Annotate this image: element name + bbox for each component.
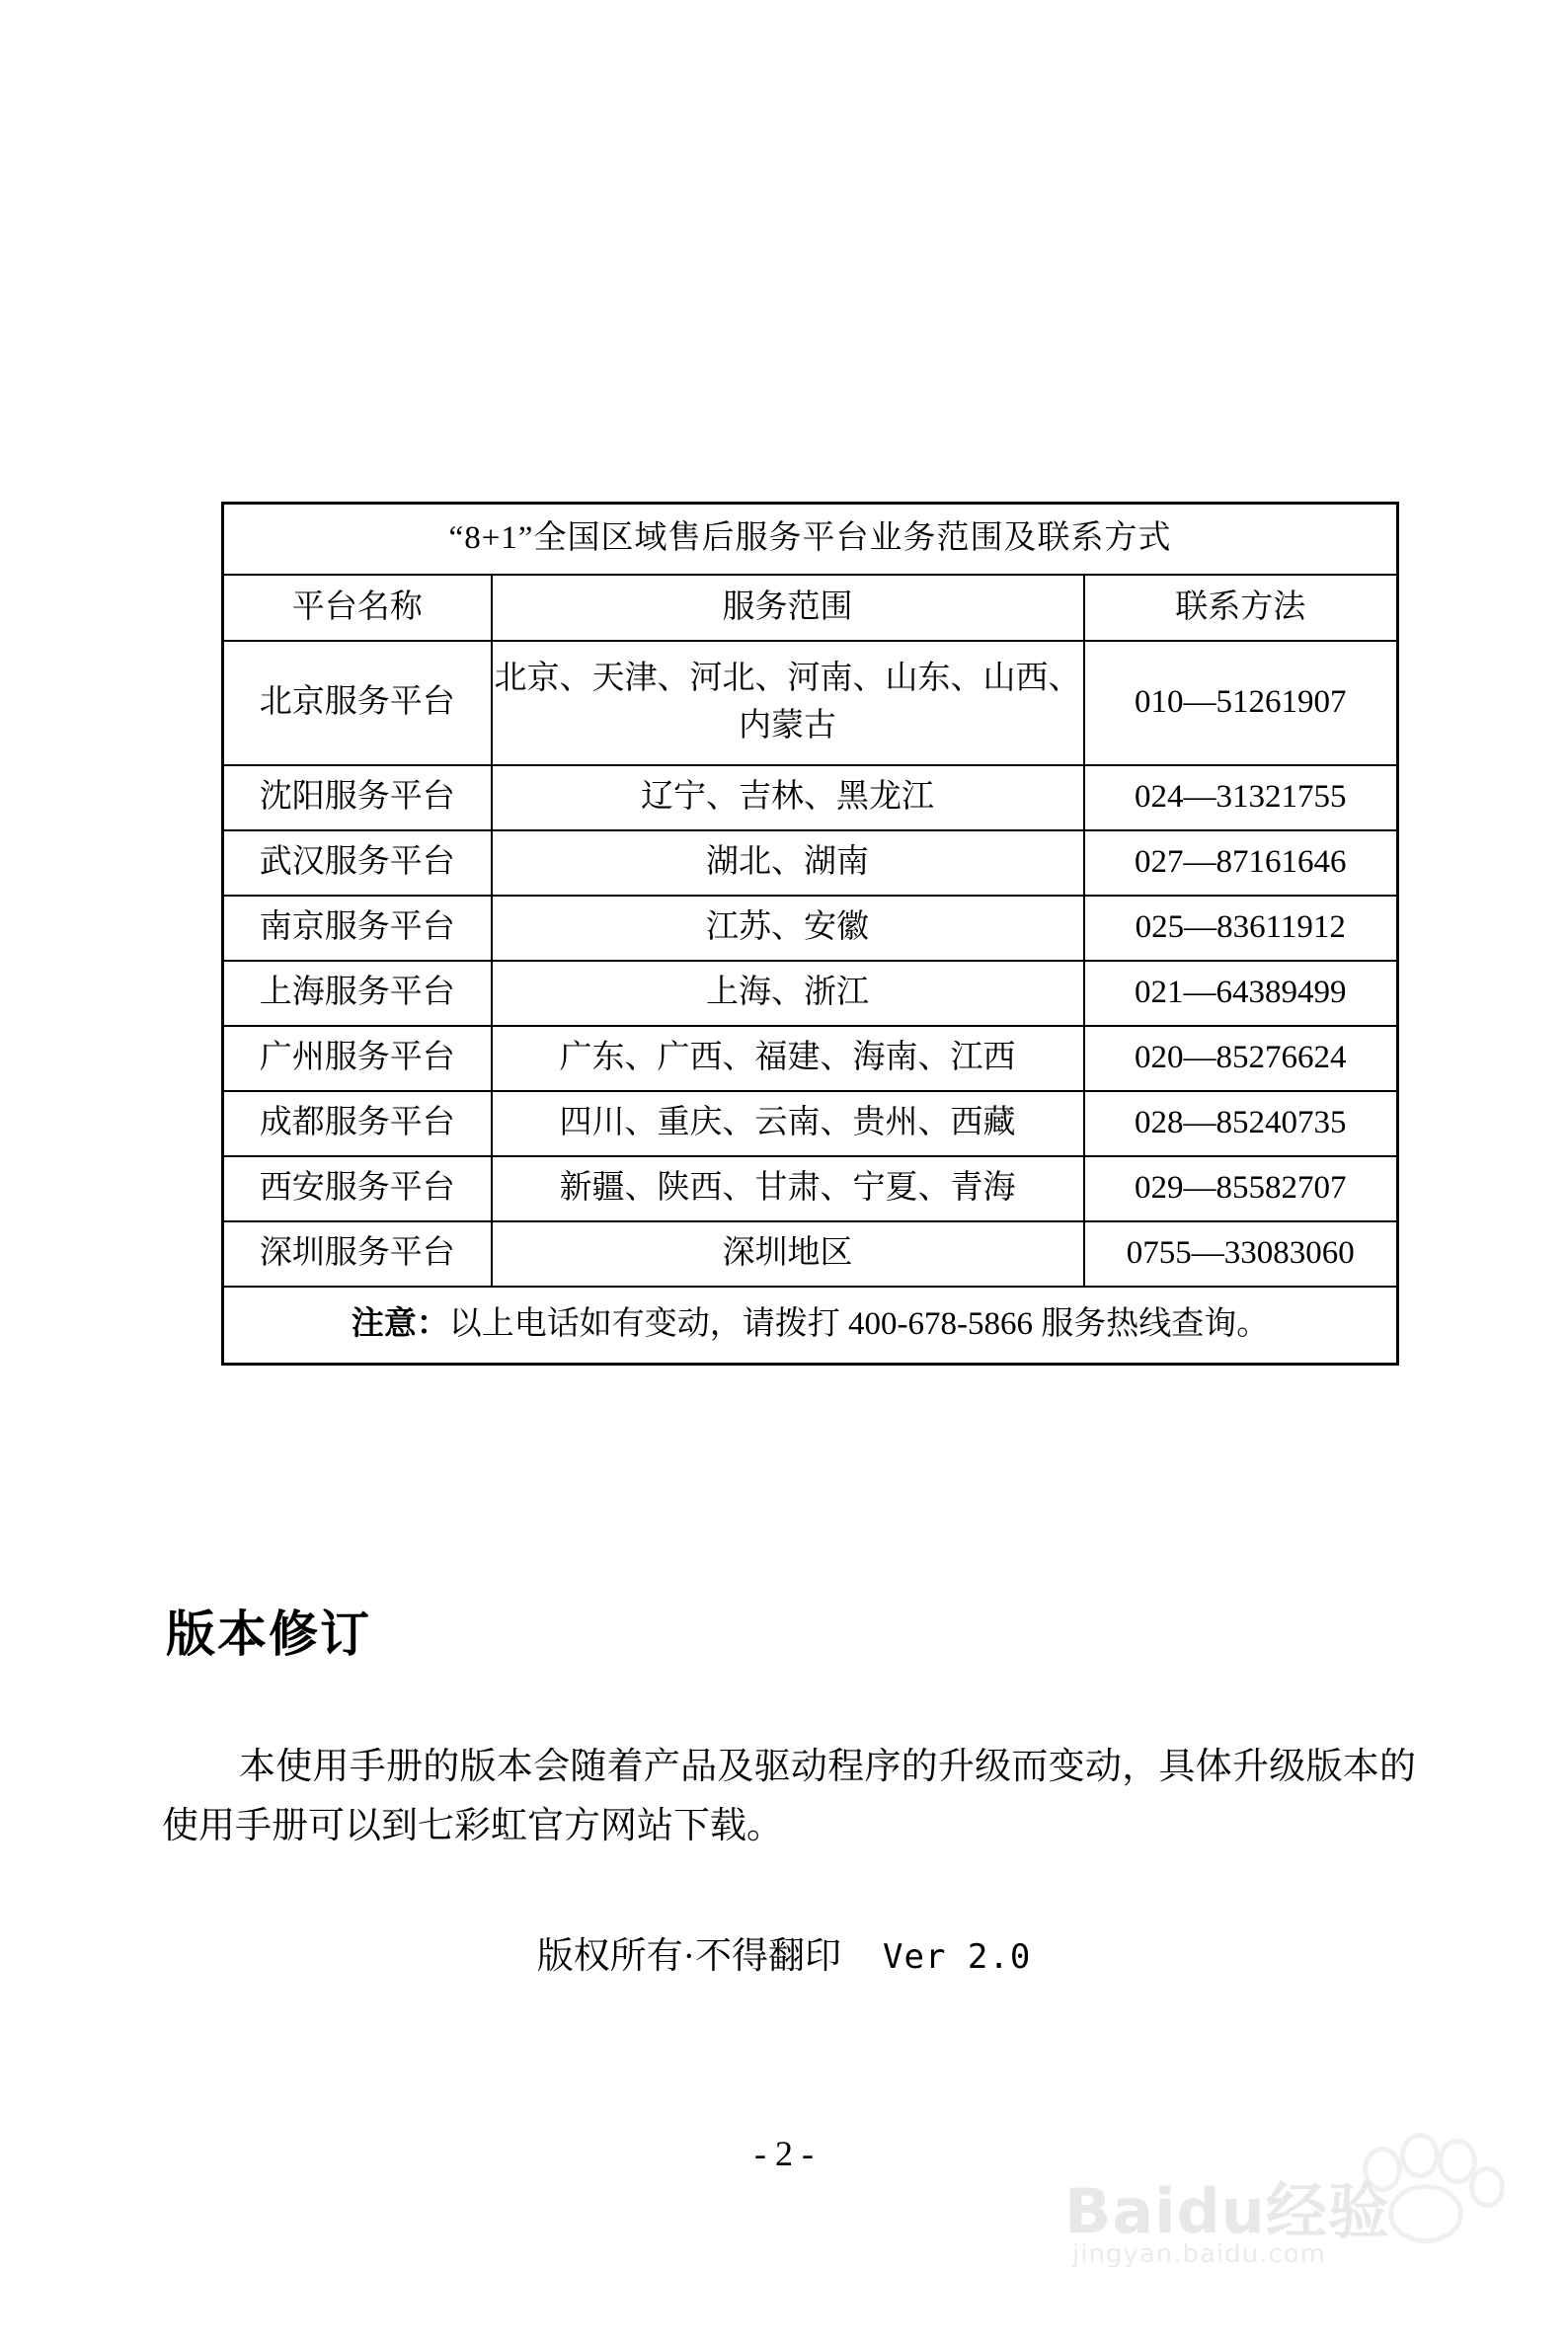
contact-number: 0755—33083060 <box>1084 1221 1398 1287</box>
section-title-version-revision: 版本修订 <box>166 1606 371 1662</box>
service-scope: 广东、广西、福建、海南、江西 <box>492 1026 1084 1091</box>
platform-name: 北京服务平台 <box>223 641 492 765</box>
table-row <box>223 830 1398 896</box>
page-number: - 2 - <box>754 2134 814 2173</box>
contact-number: 024—31321755 <box>1084 765 1398 830</box>
platform-name: 沈阳服务平台 <box>223 765 492 830</box>
table-row <box>223 765 1398 830</box>
service-scope-line-1: 北京、天津、河北、河南、山东、山西、 <box>494 661 1081 697</box>
contact-number: 028—85240735 <box>1084 1091 1398 1156</box>
platform-name: 广州服务平台 <box>223 1026 492 1091</box>
service-scope: 辽宁、吉林、黑龙江 <box>492 765 1084 830</box>
column-header-platform-name: 平台名称 <box>223 575 492 641</box>
contact-number: 020—85276624 <box>1084 1026 1398 1091</box>
platform-name: 深圳服务平台 <box>223 1221 492 1287</box>
platform-name: 成都服务平台 <box>223 1091 492 1156</box>
table-row <box>223 1026 1398 1091</box>
platform-name: 西安服务平台 <box>223 1156 492 1221</box>
table-note-text: 以上电话如有变动，请拨打 400-678-5866 服务热线查询。 <box>448 1306 1270 1343</box>
service-scope: 深圳地区 <box>492 1221 1084 1287</box>
table-row <box>223 961 1398 1026</box>
contact-number: 029—85582707 <box>1084 1156 1398 1221</box>
table-row <box>223 641 1398 765</box>
contact-number: 025—83611912 <box>1084 896 1398 961</box>
table-row <box>223 896 1398 961</box>
service-scope: 江苏、安徽 <box>492 896 1084 961</box>
table-header-row <box>223 575 1398 641</box>
column-header-service-scope: 服务范围 <box>492 575 1084 641</box>
table-caption: “8+1”全国区域售后服务平台业务范围及联系方式 <box>223 504 1398 576</box>
contact-number: 010—51261907 <box>1084 641 1398 765</box>
platform-name: 南京服务平台 <box>223 896 492 961</box>
service-scope-line-2: 内蒙古 <box>739 708 836 744</box>
service-platform-table <box>221 502 1399 1366</box>
platform-name: 武汉服务平台 <box>223 830 492 896</box>
service-platform-table-container <box>221 502 1396 1366</box>
column-header-contact: 联系方法 <box>1084 575 1398 641</box>
table-caption-row <box>223 504 1398 576</box>
section-paragraph-version-revision: 本使用手册的版本会随着产品及驱动程序的升级而变动，具体升级版本的使用手册可以到七彩虹官方网站下载。 <box>162 1747 1416 1846</box>
copyright-line <box>0 1925 1568 1979</box>
service-scope: 上海、浙江 <box>492 961 1084 1026</box>
watermark-url: jingyan.baidu.com <box>1072 2239 1326 2269</box>
contact-number: 021—64389499 <box>1084 961 1398 1026</box>
table-row <box>223 1156 1398 1221</box>
copyright-text: 版权所有·不得翻印 <box>536 1936 842 1977</box>
table-note <box>223 1287 1398 1365</box>
contact-number: 027—87161646 <box>1084 830 1398 896</box>
table-row <box>223 1221 1398 1287</box>
version-text: Ver 2.0 <box>883 1937 1032 1977</box>
service-scope: 湖北、湖南 <box>492 830 1084 896</box>
watermark-brand: Baidu经验 <box>1064 2175 1390 2247</box>
service-scope: 四川、重庆、云南、贵州、西藏 <box>492 1091 1084 1156</box>
platform-name: 上海服务平台 <box>223 961 492 1026</box>
service-scope: 新疆、陕西、甘肃、宁夏、青海 <box>492 1156 1084 1221</box>
table-note-label: 注意： <box>351 1306 449 1343</box>
service-scope <box>492 641 1084 765</box>
table-note-row <box>223 1287 1398 1365</box>
table-row <box>223 1091 1398 1156</box>
